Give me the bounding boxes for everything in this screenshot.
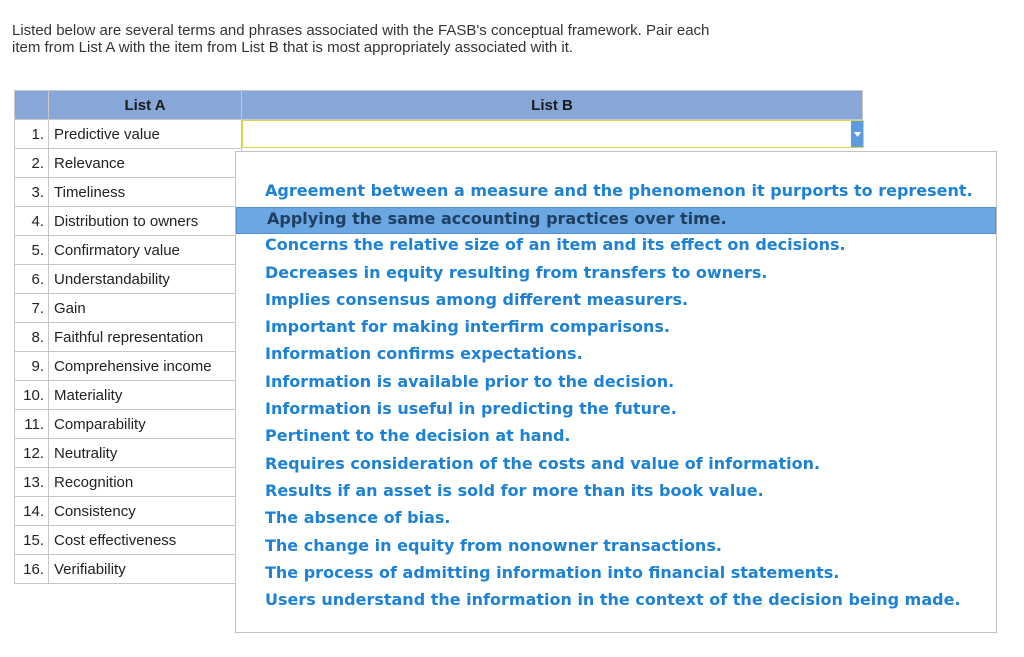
dropdown-option[interactable]: Concerns the relative size of an item and its effect on decisions.: [265, 235, 846, 255]
dropdown-option[interactable]: Information is useful in predicting the future.: [265, 399, 677, 419]
row-number: 16.: [15, 555, 49, 584]
dropdown-option[interactable]: Requires consideration of the costs and value of information.: [265, 453, 821, 473]
dropdown-option[interactable]: The absence of bias.: [265, 508, 451, 528]
row-number: 3.: [15, 178, 49, 207]
dropdown-option[interactable]: Pertinent to the decision at hand.: [265, 426, 571, 446]
row-number: 1.: [15, 120, 49, 149]
dropdown-option[interactable]: Information is available prior to the decision.: [265, 371, 675, 391]
row-number: 10.: [15, 381, 49, 410]
dropdown-option[interactable]: Agreement between a measure and the phenomenon it purports to represent.: [265, 181, 973, 200]
list-a-term: Comprehensive income: [49, 352, 242, 381]
row-number: 11.: [15, 410, 49, 439]
dropdown-option[interactable]: Important for making interfirm comparisons.: [265, 317, 670, 337]
dropdown-option[interactable]: The change in equity from nonowner transactions.: [265, 535, 722, 555]
dropdown-option[interactable]: Users understand the information in the context of the decision being made.: [265, 590, 961, 610]
list-a-term: Recognition: [49, 468, 242, 497]
instructions-line-2: item from List A with the item from List B that is most appropriately associated with it.: [12, 39, 574, 56]
list-a-term: Verifiability: [49, 555, 242, 584]
instructions: [12, 22, 812, 56]
row-number: 4.: [15, 207, 49, 236]
list-a-header: List A: [49, 91, 242, 120]
dropdown-option[interactable]: Decreases in equity resulting from transfers to owners.: [265, 262, 768, 282]
row-number: 14.: [15, 497, 49, 526]
number-column-header: [15, 91, 49, 120]
row-number: 7.: [15, 294, 49, 323]
row-number: 15.: [15, 526, 49, 555]
dropdown-option[interactable]: Results if an asset is sold for more than its book value.: [265, 480, 764, 500]
row-number: 5.: [15, 236, 49, 265]
list-a-term: Confirmatory value: [49, 236, 242, 265]
dropdown-option[interactable]: Information confirms expectations.: [265, 344, 583, 364]
header-row: [15, 91, 863, 120]
list-b-header: List B: [242, 91, 863, 120]
list-b-dropdown[interactable]: [235, 151, 997, 633]
list-b-select-row-1[interactable]: [242, 120, 864, 148]
list-a-term: Understandability: [49, 265, 242, 294]
list-a-term: Gain: [49, 294, 242, 323]
list-a-term: Consistency: [49, 497, 242, 526]
list-a-term: Cost effectiveness: [49, 526, 242, 555]
list-a-term: Materiality: [49, 381, 242, 410]
row-number: 6.: [15, 265, 49, 294]
list-a-term: Relevance: [49, 149, 242, 178]
row-number: 12.: [15, 439, 49, 468]
list-a-term: Timeliness: [49, 178, 242, 207]
list-a-term: Distribution to owners: [49, 207, 242, 236]
dropdown-option[interactable]: The process of admitting information into financial statements.: [265, 562, 840, 582]
list-a-term: Comparability: [49, 410, 242, 439]
list-a-term: Predictive value: [49, 120, 242, 149]
row-number: 8.: [15, 323, 49, 352]
instructions-line-1: Listed below are several terms and phrases associated with the FASB's conceptual framework. Pair each: [12, 22, 710, 39]
dropdown-option[interactable]: Applying the same accounting practices over time.: [236, 207, 996, 234]
row-number: 9.: [15, 352, 49, 381]
dropdown-option[interactable]: Implies consensus among different measurers.: [265, 289, 689, 309]
row-number: 2.: [15, 149, 49, 178]
chevron-down-icon[interactable]: [851, 121, 863, 147]
list-a-term: Faithful representation: [49, 323, 242, 352]
row-number: 13.: [15, 468, 49, 497]
list-a-term: Neutrality: [49, 439, 242, 468]
